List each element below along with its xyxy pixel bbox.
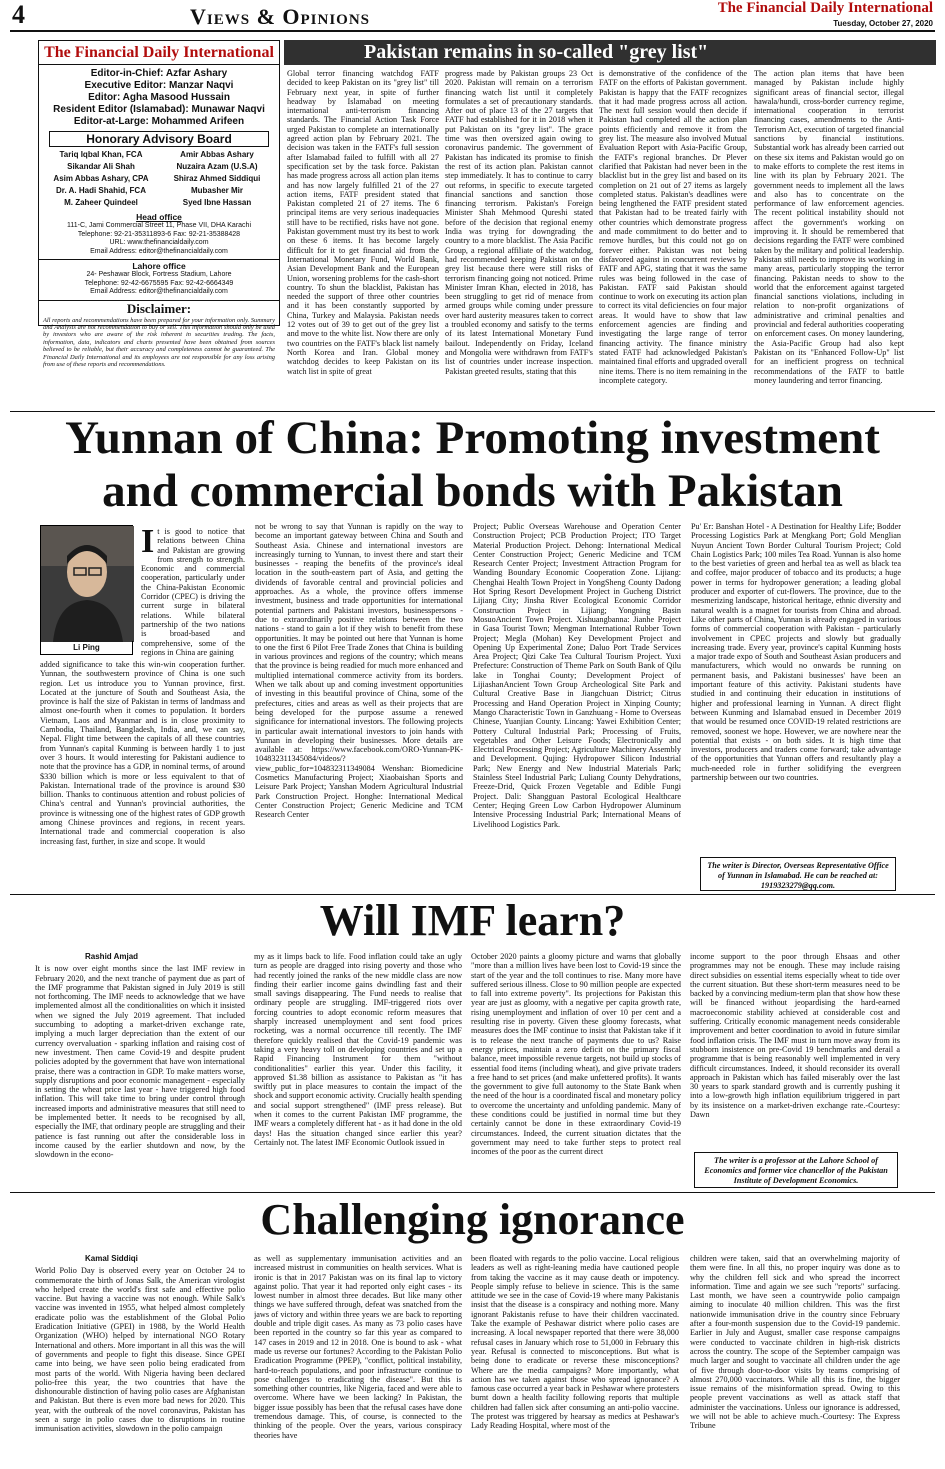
article1-text: Global terror financing watchdog FATF decided to keep Pakistan on its "grey list" till February next year, in spite of further headway by Islamabad on meeting international anti-terrorism financing standards. The Financial Action Task Force urged Pakistan to complete an internationally agreed action plan by February 2021. The decision was taken in the FATF's full session after Islamabad failed to fulfill with all 27 specification set by the task force. Pakistan has made progress across all action plan items and has now largely fulfilled 21 of the 27 action items, FATF president stated that Pakistan completed 21 of 27 items. The 6 principal items are very serious inadequacies still have to be rectified, risks have not gone. Pakistan government must try its best to work on these 6 items. It has become largely difficult for it to get financial aid from the International Monetary Fund, World Bank, Asian Development Bank and the European Union, worsening problems for the cash-short country. To shun the blacklist, Pakistan has needed the support of three other countries and it has been constantly supported by China, Turkey and Malaysia. Pakistan needs 12 votes out of 39 to get out of the grey list and move to the white list. Now there are only two countries on the FATF's black list namely North Korea and Iran. Global money watchdog decides to keep Pakistan on its watch list in spite of great <box>287 69 439 376</box>
paper-name: The Financial Daily International <box>717 0 933 16</box>
editor-line: Editor-at-Large: Mohammed Arifeen <box>73 116 245 127</box>
article2-headline-line2: and commercial bonds with Pakistan <box>102 465 843 517</box>
article2-column-4 <box>691 522 901 852</box>
article4-headline: Challenging ignorance <box>260 1195 685 1244</box>
board-member: Shiraz Ahmed Siddiqui <box>173 174 261 183</box>
board-member: Asim Abbas Ashary, CPA <box>53 174 149 183</box>
article1-column-3 <box>599 69 747 409</box>
article4-text: been floated with regards to the polio vaccine. Local religious leaders as well as right-leaning media have cautioned people from taking the vaccine as it may cause death or impotency. People simply refuse to believe in science. This is the same attitude we see in the case of Covid-19 where many Pakistanis insist that the disease is a conspiracy and nothing more. Many ignorant Pakistanis refuse to have their children vaccinated. Take the example of Peshawar district where polio cases are increasing. A local newspaper reported that there were 38,000 refusal cases in January which rose to 51,000 in February this year. Refusal is connected to misconceptions. But what is being done to eradicate or reverse these misconceptions? Where are the media campaigns? More importantly, what action has we taken against those who spread ignorance? A famous case occurred a year back in Peshawar where protesters burnt down a health facility following reports that multiple children had fallen sick after consuming an anti-polio vaccine. The protest was triggered by hearsay as medics at Peshawar's Lady Reading Hospital, where most of the <box>471 1254 679 1431</box>
head-office-title: Head office <box>136 212 182 222</box>
honorary-board-list <box>39 149 279 209</box>
lahore-office-line: Telephone: 92-42-6675595 Fax: 92-42-6664349 <box>84 279 234 287</box>
article1-column-2 <box>445 69 593 409</box>
article4-text: as well as supplementary immunisation activities and an increased mistrust in communities on health services. What is ironic is that in 2017 Pakistan was on its final lap to victory against polio. That year it had reported only eight cases - its lowest number in almost three decades. But like many other things we have suffered through, defeat was snatched from the jaws of victory and within three years we are back to reporting double and triple digit cases. As many as 73 polio cases have been reported in the country so far this year as compared to 147 cases in 2019 and 12 in 2018. One is bound to ask - what made us reverse our fortunes? According to the Pakistan Polio Eradication Programme (PPEP), "conflict, political instability, hard-to-reach populations, and poor infrastructure continue to pose challenges to eradicating the disease". But this is something other countries, like Nigeria, faced and were able to overcome. Where have we been lacking? In Pakistan, the bigger issue possibly has been that the refusal cases have done tremendous damage. This, of course, is connected to the thinking of the people. Over the years, various conspiracy theories have <box>254 1254 462 1440</box>
article4-byline: Kamal Siddiqi <box>85 1254 138 1263</box>
article2-author-note: The writer is Director, Overseas Representative Office of Yunnan in Islamabad. He can be reached at: 1919323279@qq.com. <box>700 857 896 891</box>
page-number: 4 <box>12 0 25 29</box>
article3-headline: Will IMF learn? <box>319 896 626 945</box>
author-photo <box>40 525 133 641</box>
issue-date: Tuesday, October 27, 2020 <box>833 19 933 28</box>
article1-column-1 <box>287 69 439 409</box>
board-member: Tariq Iqbal Khan, FCA <box>59 150 143 159</box>
editor-line: Editor-in-Chief: Azfar Ashary <box>90 68 228 79</box>
article3-text: October 2020 paints a gloomy picture and warns that globally "more than a million lives have been lost to Covid-19 since the start of the year and the toll continues to rise. Many more have suffered serious illness. Close to 90 million people are expected to fall into extreme poverty". Its projections for Pakistan this year are just as gloomy, with a negative per capita growth rate, rising unemployment and inflation of over 10 per cent and a resulting rise in poverty. Given these gloomy forecasts, what measures does the IMF continue to insist that Pakistan take if it is to release the next tranche of payments due to us? Raise energy prices, maintain a zero deficit on the primary fiscal balance, meet impossible revenue targets, not build up stocks of essential food items (including wheat), and give private traders a free hand to set prices (and make unfettered profits). It wants the government to give full autonomy to the State Bank when the need of the hour is a coordinated fiscal and monetary policy to overcome the uncertainty and unfolding pandemic. Many of these conditions could be justified in normal time but they certainly cannot be done in these extraordinary Covid-19 circumstances. Indeed, the current situation dictates that the government may need to take further steps to protect real incomes of the poor as the current direct <box>471 952 681 1157</box>
article2-text-cont: added significance to take this win-win cooperation further. Yunnan, the southwestern province of China is one such region. Let us introduce you to Yunnan province, first. Located at the juncture of South and Southeast Asia, the province is half the size of Pakistan in terms of landmass and almost one-fourth when it comes to population. It borders Vietnam, Laos and Myanmar and is in close proximity to Cambodia, Thailand, Bangladesh, India, and, we can say, Nepal. Flight time between the capitals of all these countries from Yunnan's capital Kunming is between hardly 1 to just over 3 hours. It would interesting for Pakistani audience to note that the province has a GDP, in nominal terms, of around $330 billion which is more or less equivalent to that of Pakistan. International trade of the province is around $30 billion. Thanks to continuous attention and robust policies of China's central and Yunnan's provincial authorities, the province is witnessing one of the highest rates of GDP growth among Chinese provinces and regions, in recent years. International trade and commercial cooperation is also increasing fast, further, in size and scope. It would <box>40 660 245 846</box>
article3-column-2 <box>254 952 462 1190</box>
author-photo-caption: Li Ping <box>40 641 133 655</box>
article1-text: progress made by Pakistan groups 23 Oct 2020. Pakistan will remain on a terrorism financing watch list until it completely formulates a set of precautionary standards. After out of place 13 of the 27 targets that FATF had established for it in 2018 when it put Pakistan on its "grey list". The grace time was then oversized again owing to coronavirus pandemic. The government of Pakistan has indicated its promise to finish the rest of its action plan. Pakistan cannot step immediately. It has to continue to carry out reforms, in specific to execute targeted financial sanctions and sanction those financing terrorism. Pakistan's Foreign Minister Shah Mehmood Qureshi stated before of the decision that regional enemy India was trying for downgrading the country to a more blacklist. The Asia Pacific Group, a regional affiliate of the watchdog, had recommended keeping Pakistan on the grey list because there were still risks of terrorism financing going not noticed. Prime Minister Imran Khan, elected in 2018, has been struggling to get rid of menace from armed groups while coming under pressure over hard austerity measures taken to correct a troubled economy and satisfy to the terms of its latest International Monetary Fund bailout. Independently on Friday, Iceland and Mongolia were withdrawn from FATF's list of countries under increase inspection. Pakistan greeted results, stating that this <box>445 69 593 376</box>
editor-line: Resident Editor (Islamabad): Munawar Naqvi <box>53 104 265 115</box>
section-title: Views & Opinions <box>190 4 371 29</box>
board-member: Syed Ibne Hassan <box>182 198 252 207</box>
article1-text: is demonstrative of the confidence of the FATF on the efforts of Pakistan government. Pakistan is happy that the FATF recognizes that it had made progress across all action. The next full session would then decide if Pakistan had completed all the action plan points efficiently and remove it from the grey list. The measure also involved Mutual Evaluation Report with Asia-Pacific Group, the FATF's regional branches. Dr Plever clarified that Pakistan had never been in the blacklist but in the grey list and based on its completion on 21 out of 27 items as largely completed status. Pakistan's deadlines were being lengthened the FATF president stated that Pakistan had to be treated fairly with other countries which demonstrate progress and made commitment to do better and to remove hurdles, but this could not go on forever either. Pakistan was not being disfavored against in concurrent reviews by FATF and APG, stating that it was the same rules was being followed in the case of Pakistan. FATF said Pakistan should continue to work on executing its action plan to correct its vital deficiencies on four major areas. It would have to show that law enforcement agencies are finding and investigating the large range of terror financing activity. The finance ministry stated FATF had acknowledged Pakistan's maintained final efforts and upgraded overall nine items. There is no item remaining in the incomplete category. <box>599 69 747 385</box>
article1-text: The action plan items that have been managed by Pakistan include highly significant areas of financial sector, illegal hawala/hundi, cross-border currency regime, international cooperation in terrorist financing cases, amendments to the Anti-Terrorism Act, execution of targeted financial sanctions by financial institutions. Substantial work has already been carried out on these six items and Pakistan would go on to make efforts to complete the rest items in line with its plan by February 2021. The government needs to implement all the laws and also has to concentrate on the performance of law enforcement agencies. The recent political instability should not affect the government's working on improving it. It should be remembered that decisions regarding the FATF were combined taken by the military and political leadership. Pakistan still needs to improve its working in many areas, particularly stopping the terror financing. Pakistan needs to show to the world that the enforcement against targeted financial sanctions violations, including in relation to non-profit organizations of administrative and criminal penalties and provincial and federal authorities cooperating on enforcement cases. On money laundering, the Asia-Pacific Group had also kept Pakistan on its "Enhanced Follow-Up" list for an inefficient progress on technical recommendations of the FATF to battle money laundering and terror financing. <box>754 69 904 385</box>
header-rule <box>10 30 935 32</box>
board-member: M. Zaheer Quindeel <box>64 198 138 207</box>
disclaimer-text: All reports and recommendations have been prepared for your information only. Summary and Analysis are not recommendation to buy or sell. This information should only be used by investors who are aware of the risk inherent in securities trading. The facts, information, data, indicators and charts presented have been obtained from sources believed to be reliable, but their accuracy and completeness cannot be guaranteed. The Financial Daily International and its employees are not responsible for any loss arising from use of these reports and recommendations. <box>43 316 275 368</box>
article2-column-3 <box>473 522 681 892</box>
article4-column-4 <box>690 1254 900 1466</box>
article2-text-start: t is good to notice that relations between China and Pakistan are growing from strength to strength. Economic and commercial cooperation, particularly under the China-Pakistan Economic Corridor (CPEC) is driving the current surge in bilateral relations. While bilateral partnership of the two nations is broad-based and comprehensive, some of the regions in China are gaining <box>141 527 245 657</box>
head-office-url[interactable]: URL: www.thefinancialdaily.com <box>109 239 209 246</box>
article1-headline: Pakistan remains in so-called "grey list" <box>284 40 936 65</box>
article3-column-4 <box>690 952 900 1147</box>
editor-line: Editor: Agha Masood Hussain <box>88 92 230 103</box>
article3-text: income support to the poor through Ehsaas and other programmes may not be enough. These may include raising direct subsidies on essential items especially wheat to tide over the current situation. But these short-term measures need to be backed by a convincing medium-term plan that show how these will be financed without jeopardising the hard-earned macroeconomic stability achieved at considerable cost and suffering. Critically economic management needs considerable improvement and better coordination to avoid in future similar food inflation crisis. The IMF must in turn move away from its stubborn insistence on pre-Covid 19 benchmarks and derail a programme that is being reasonably well implemented in very difficult circumstances. Indeed, it should reconsider its overall approach in Pakistan which has failed miserably over the last 30 years to spark standard growth and is currently pushing it into a low-growth high inflation equilibrium triggered in part by its insistence on a market-driven exchange rate.-Courtesy: Dawn <box>690 952 900 1120</box>
article2-text: not be wrong to say that Yunnan is rapidly on the way to become an important gateway between China and South and Southeast Asia. Chinese and international investors are increasingly turning to Yunnan, to invest there and start their businesses - reaping the benefits of the province's ideal location in the south-eastern part of Asia, and getting the dividends of favorable central and provincial policies and approaches. As a whole, the province offers immense investment, business and trade opportunities for international potential partners and Pakistani investors, businesspersons - due to extraordinarily positive relations between the two nations - stand to gain a lot if they wish to benefit from these opportunities. It may be pointed out here that Yunnan is home to one the first 6 Pilot Free Trade Zones that China is building in various provinces and regions of the country; which means that the province is being readied for much more enhanced and multiplied international commerce activity from its borders. When we talk about up and coming investment opportunities of investing in this beautiful province of China, some of the prefectures, cities and areas as well as their projects that are being developed for the purpose assume a renewed significance for international investors. The following projects in particular await international investors to join hands with Yunnan in developing their businesses. More details are available at: https://www.facebook.com/ORO-Yunnan-PK-104832311345084/videos/?view_public_for=104832311349084 Wenshan: Biomedicine Cosmetics Manufacturing Project; Xiaobaishan Sports and Leisure Park Project; Yanshan Modern Agricultural Industrial Park Construction Project. Honghe: International Medical Center Construction Project; Generic Medicine and TCM Research Center <box>255 522 463 820</box>
author-photo-figure <box>41 526 134 642</box>
board-member: Amir Abbas Ashary <box>180 150 254 159</box>
article2-dropcap: I <box>141 527 155 560</box>
head-office-email[interactable]: Email Address: editor@thefinancialdaily.com <box>90 247 228 255</box>
article2-headline-line1: Yunnan of China: Promoting investment <box>65 412 880 464</box>
article4-text: children were taken, said that an overwhelming majority of them were fine. In all this, no proper inquiry was done as to why the children fell sick and who spread the incorrect information. Time and again we see such "reports" surfacing. Last month, we have seen a countrywide polio campaign aiming to inoculate 40 million children. This was the first nationwide immunisation drive in the country since February after a four-month suspension due to the Covid-19 pandemic. Earlier in July and August, smaller case response campaigns were conducted to vaccinate children in high-risk districts across the country. The scope of the September campaign was much larger and sought to vaccinate all children under the age of five through door-to-door visits by teams comprising of almost 270,000 vaccinators. While all this is fine, the bigger issue remains of the misinformation spread. Owing to this people prevent vaccinations as well as attack staff that administer the vaccinations. Unless our ignorance is addressed, we will not be able to achieve much.-Courtesy: The Express Tribune <box>690 1254 900 1431</box>
article4-column-3 <box>471 1254 679 1466</box>
article3-byline: Rashid Amjad <box>85 952 139 961</box>
article3-column-1 <box>35 952 245 1190</box>
article4-column-2 <box>254 1254 462 1466</box>
lahore-office-line: 24- Peshawar Block, Fortress Stadium, Lahore <box>86 271 232 278</box>
lahore-office-title: Lahore office <box>39 259 279 271</box>
masthead-box <box>38 40 280 368</box>
head-office-line: 111-C, Jami Commercial Street 11, Phase VII, DHA Karachi <box>66 222 251 229</box>
board-member: Nuzaira Azam (U.S.A) <box>176 162 258 171</box>
article3-text: It is now over eight months since the last IMF review in February 2020, and the next tranche of payment due as part of the IMF programme that Pakistan signed in July 2019 is still not forthcoming. The IMF needs to acknowledge that we have implemented almost all the conditionalities on which it insisted when we signed the July 2019 agreement. That included succumbing to adopting a market-driven exchange rate, implying a much larger depreciation than the extent of our currency overvaluation - sparking inflation and raising cost of new investment. Then came Covid-19 and despite prudent policies adopted by the government that have won international praise, there was a contraction in GDP. To make matters worse, supply disruptions and poor economic management - especially in setting the wheat price last year - have triggered high food inflation. This will take time to bring under control through increased imports and administrative measures that still need to be implemented better. It needs to be recognised by all, especially the IMF, that ordinary people are struggling and their patience is fast running out after the considerable loss in income caused by the earlier shutdown and now, by the slowdown in the econo- <box>35 964 245 1160</box>
article2-column-2 <box>255 522 463 892</box>
board-member: Sikandar Ali Shah <box>67 162 135 171</box>
article2-text: Pu' Er: Banshan Hotel - A Destination for Healthy Life; Bodder Processing Logistics Park at Mengkang Port; Gold Menglian Nuyun Ancient Town Border Cultural Tourism Project; Cold Chain Logistics Park; 100 miles Tea Road. Yunnan is also home to the best varieties of green and herbal tea as well as black tea and coffee, major producer of tobacco and its products; a huge power in terms for hydropower generation; a leading global producer and exporter of cut-flowers. The province, due to the mesmerizing landscape, historical heritage, ethnic diversity and natural wealth is a magnet for tourists from China and abroad. Like other parts of China, Yunnan is already engaged in various forms of commercial cooperation with Pakistan - particularly involvement in CPEC projects and slowly but gradually increasing trade. Every year, province's capital Kunming hosts a major trade expo of South and Southeast Asian producers and manufacturers, which would no onwards be running on permanent basis, and Pakistani businesses' have been an important feature of this activity. Pakistani students have studied in and continuing their education in institutions of higher and professional learning in Yunnan. A direct flight between Kunming and Islamabad ensued in December 2019 that would be resumed once COVID-19 related restrictions are removed, soonest we hope. However, we are nowhere near the potential that exists - on both sides. It is high time that investors, producers and traders come forward; take advantage of the opportunities that Yunnan offers and resultantly play a much-needed role in further solidifying the evergreen partnership between our two countries. <box>691 522 901 783</box>
article2-text: Project; Public Overseas Warehouse and Operation Center Construction Project; PCB Production Project; ITO Target Material Production Project. Dehong: International Medical Center Construction Project; Generic Medicine and TCM Research Center Project; Investment Attraction Program for Wanding Boundary Economic Cooperation Zone. Lijiang: Chenghai Health Town Project in YongSheng County Dadong Hot Spring Resort Development Project in Gucheng District Lijiang City; Jinsha River Ecological Economic Corridor Construction Project in Lijiang; Yongning Basin MosuoAncient Town Project. Xishuangbanna: Jianhe Project in Gasa Tourist Town; Mengman International Rubber Town Project; Megla (Mohan) Key Development Project and Opening Up Experimental Zone; Daluo Port Trade Services Area Project; Qizi Cake Tea Cultural Tourism Project. Yuxi Prefecture: Construction of Theme Park on South Bank of Qilu lake in Tonghai County; Development Project of LijiashanAncient Town Group Archeological Site Park and Cultural Creative Base in Jiangchuan District; Citrus Processing and Hand Operation Project in Xinping County; Mango Characteristic Town in Ganzhuang - Home to Overseas Chinese, Yuanjian County. Lincang: Yawei Exhibition Center; Pottery Cultural Industrial Park; Processing of Fruits, vegetables and Other Leisure Foods; Electronically and Electrical Processing Project; Agriculture Machinery Assembly and Development. Qujing: Hydropower Silicon Industrial Park; New Energy and New Industrial Materials Park; Stainless Steel Industrial Park; Luliang County Dehydrations, Freeze-Drid, Quick Frozen Vegetable and Edible Fungi Project. Dali: Shangguan Pastoral Ecological Healthcare Center; Heqing Green Low Carbon Hydropower Aluminum Intensive Processing Industrial Park; International Means of Livelihood Logistics Park. <box>473 522 681 829</box>
lahore-office-email[interactable]: Email Address: editor@thefinancialdaily.com <box>90 288 228 295</box>
head-office-line: Telephone: 92-21-35311893-6 Fax: 92-21-35388428 <box>77 230 241 238</box>
article4-text: World Polio Day is observed every year on October 24 to commemorate the birth of Jonas Salk, the American virologist who helped create the world's first safe and effective polio vaccine. But having a vaccine was not enough. While Salk's vaccine was invented in 1955, what helped almost completely eradicate polio was the establishment of the Global Polio Eradication Initiative (GPEI) in 1988, by the World Health Organization (WHO) helped by international NGO Rotary International and others. More important in all this was the will of governments and people to fight this disease. Since GPEI came into being, we have seen polio being eradicated from most parts of the world. With Nigeria having been declared polio-free this year, the two countries that have the dishonourable distinction of having polio cases are Afghanistan and Pakistan. But there is even more bad news for 2020. This year, with the outbreak of the novel coronavirus, Pakistan has seen a surge in polio cases due to disruptions in routine immunisation activities, slowdown in the polio campaign <box>35 1266 245 1434</box>
article3-text: my as it limps back to life. Food inflation could take an ugly turn as people are dragged into rising poverty and those who had recently joined the ranks of the new middle class are now finding their earlier income gains dwindling fast and their small savings disappearing. The Fund needs to realise that ordinary people are struggling. IMF-triggered riots over forcing countries to adopt economic reform measures that sharply increased unemployment and sent food prices rocketing, was a normal occurrence till recently. The IMF therefore quickly realised that the Covid-19 pandemic was taking a very heavy toll on developing countries and set up a Rapid Financing Instrument for them "without conditionalities" earlier this year. Under this facility, it approved $1.38 billion as assistance to Pakistan as "it has swiftly put in place measures to contain the impact of the shock and support economic activity. Crucially health spending and social support strengthened" (IMF press release). But when it comes to the current Pakistan IMF programme, the IMF wears a completely different hat - as it had done in the old days! Has the situation changed since earlier this year? Certainly not. The latest IMF Economic Outlook issued in <box>254 952 462 1147</box>
masthead-paper-name: The Financial Daily International <box>44 44 274 61</box>
article1-column-4 <box>754 69 904 409</box>
article3-author-note: The writer is a professor at the Lahore School of Economics and former vice chancellor of the Pakistan Institute of Development Economics. <box>694 1152 898 1188</box>
article4-column-1 <box>35 1254 245 1466</box>
honorary-board-title: Honorary Advisory Board <box>49 131 269 147</box>
article2-column-1a <box>141 527 245 665</box>
editor-line: Executive Editor: Manzar Naqvi <box>84 80 234 91</box>
article3-column-3 <box>471 952 681 1190</box>
board-member: Mubasher Mir <box>190 186 243 195</box>
board-member: Dr. A. Hadi Shahid, FCA <box>56 186 146 195</box>
article2-text <box>141 527 245 657</box>
disclaimer-title: Disclaimer: <box>39 300 279 317</box>
article2-column-1b <box>40 660 245 892</box>
